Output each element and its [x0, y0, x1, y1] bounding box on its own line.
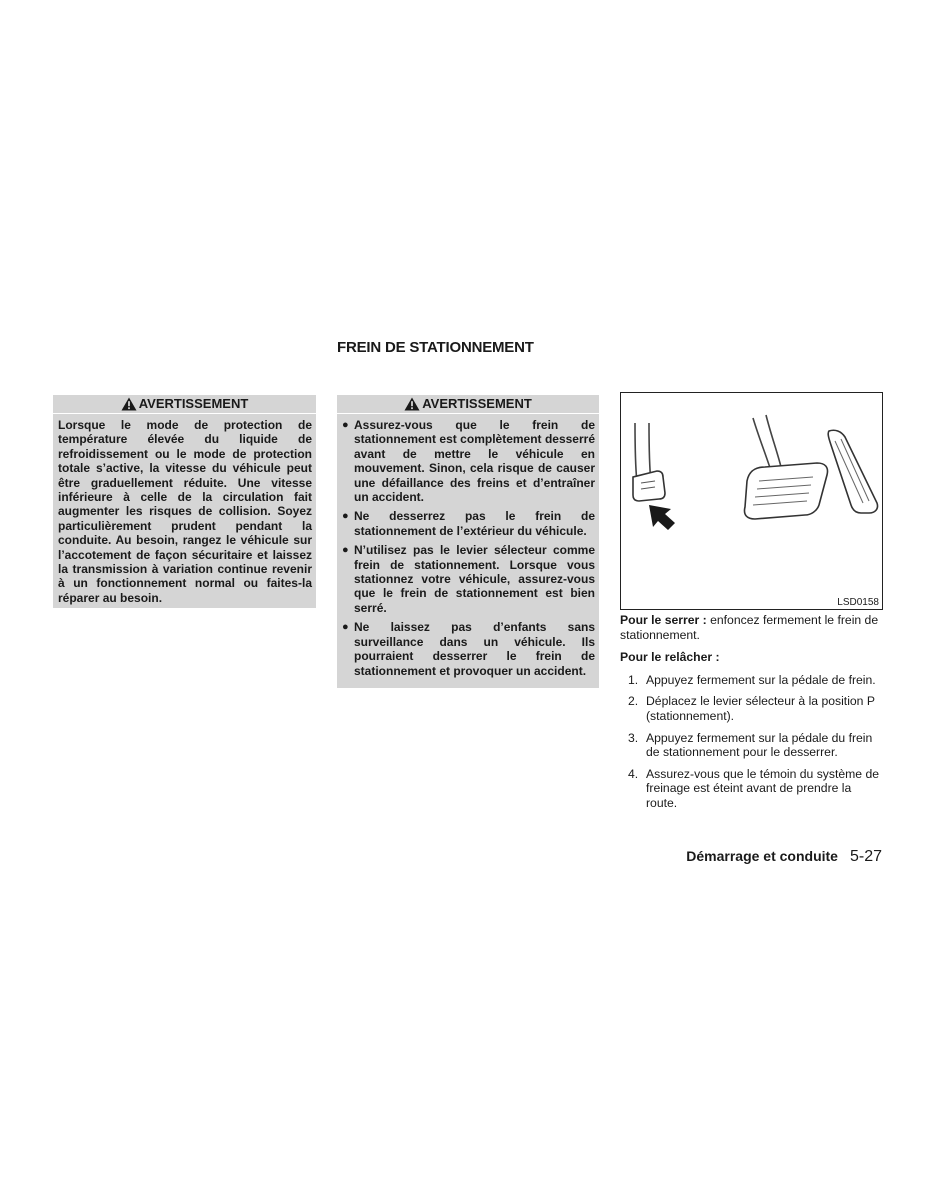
release-step [620, 767, 883, 811]
warning-bullet [340, 418, 595, 504]
step-number: 2. [628, 694, 639, 709]
step-text: Appuyez fermement sur la pédale du frein de stationnement pour le desserrer. [646, 730, 873, 760]
step-number: 4. [628, 766, 639, 781]
warning-bullet-text: Assurez-vous que le frein de stationnement est complètement desserré avant de mettre le véhicule en mouvement. Sinon, cela risque de causer une défaillance des freins et d’entraîner un accident. [354, 418, 595, 505]
warning-bullet-list [337, 414, 599, 678]
warning-bullet [340, 543, 595, 615]
bullet-icon: ● [342, 621, 349, 634]
warning-bullet [340, 620, 595, 678]
apply-text: enfoncez fermement le frein de stationnement. [620, 613, 879, 642]
apply-paragraph [620, 613, 883, 642]
chapter-title: Démarrage et conduite [686, 848, 838, 864]
release-steps [620, 673, 883, 811]
warning-bullet-text: Ne desserrez pas le frein de stationnement de l’extérieur du véhicule. [354, 509, 595, 538]
bullet-icon: ● [342, 419, 349, 431]
warning-box-parking-brake [337, 395, 599, 688]
step-text: Appuyez fermement sur la pédale de frein. [646, 672, 876, 687]
release-label: Pour le relâcher : [620, 650, 720, 665]
warning-triangle-icon [121, 397, 137, 411]
warning-bullet-text: Ne laissez pas d’enfants sans surveillance dans un véhicule. Ils pourraient desserrer le frein de stationnement et provoquer un accident. [354, 620, 595, 678]
arrow-icon [649, 505, 675, 530]
page-number: 5-27 [849, 848, 882, 865]
pedal-illustration [621, 393, 882, 609]
step-number: 1. [628, 672, 639, 687]
release-step [620, 673, 883, 688]
warning-bullet-text: N’utilisez pas le levier sélecteur comme frein de stationnement. Lorsque vous stationnez votre véhicule, assurez-vous que le frein de stationnement est bien serré. [354, 543, 595, 615]
parking-brake-pedal-icon [633, 471, 665, 501]
figure-code: LSD0158 [837, 597, 879, 608]
instructions-column [620, 613, 883, 818]
apply-label: Pour le serrer : [620, 613, 707, 627]
accelerator-pedal-icon [828, 430, 877, 513]
bullet-icon: ● [342, 510, 349, 523]
warning-box-temperature [53, 395, 316, 608]
release-step [620, 694, 883, 723]
bullet-icon: ● [342, 544, 349, 557]
warning-bullet [340, 509, 595, 538]
warning-title: AVERTISSEMENT [422, 395, 532, 411]
release-heading [620, 650, 883, 665]
warning-header [53, 395, 316, 414]
section-title: FREIN DE STATIONNEMENT [337, 339, 534, 356]
step-number: 3. [628, 730, 639, 745]
parking-brake-figure [620, 392, 883, 610]
warning-header [337, 395, 599, 414]
release-step [620, 731, 883, 760]
step-text: Assurez-vous que le témoin du système de freinage est éteint avant de prendre la route. [646, 766, 880, 810]
step-text: Déplacez le levier sélecteur à la position P (stationnement). [646, 694, 875, 723]
brake-pedal-icon [744, 463, 827, 519]
warning-title: AVERTISSEMENT [138, 395, 249, 411]
warning-body: Lorsque le mode de protection de température élevée du liquide de refroidissement ou le mode de protection totale s’active, la vitesse du véhicule peut être graduellement réduite. Une vitesse inférieure à celle de la circulation fait augmenter les risques de collision. Soyez particulièrement prudent pendant la conduite. Au besoin, rangez le véhicule sur l’accotement de façon sécuritaire et laissez la transmission à variation continue revenir à un fonctionnement normal ou faites-la réparer au besoin. [58, 418, 312, 605]
warning-triangle-icon [404, 397, 420, 411]
page-footer [686, 848, 882, 866]
